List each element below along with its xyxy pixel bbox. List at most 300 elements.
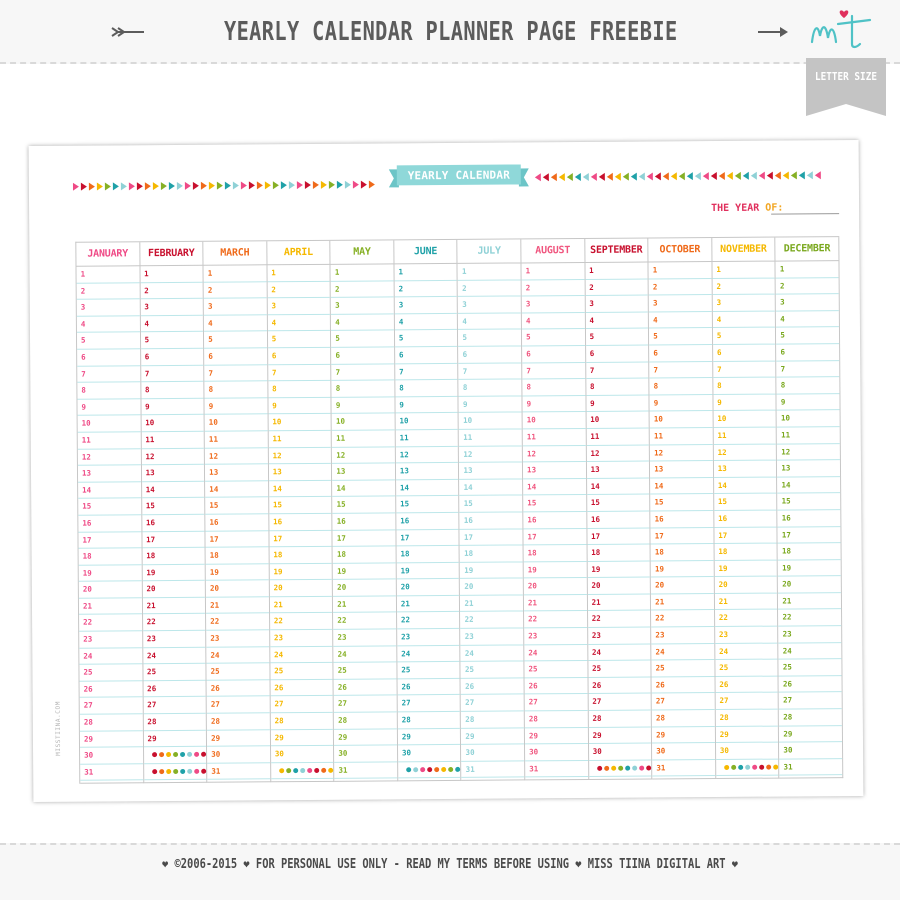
day-row[interactable]: 16 <box>587 511 650 528</box>
day-row[interactable]: 29 <box>207 730 270 747</box>
day-row[interactable]: 18 <box>269 547 332 564</box>
day-row[interactable]: 25 <box>779 659 842 676</box>
day-row[interactable]: 2 <box>522 280 585 297</box>
day-row[interactable]: 20 <box>460 579 523 596</box>
day-row[interactable]: 28 <box>525 711 588 728</box>
day-row[interactable]: 23 <box>270 630 333 647</box>
day-row[interactable]: 26 <box>143 681 206 698</box>
day-row[interactable]: 6 <box>459 346 522 363</box>
day-row[interactable]: 21 <box>588 594 651 611</box>
day-row[interactable]: 10 <box>586 412 649 429</box>
day-row[interactable]: 26 <box>461 678 524 695</box>
day-row[interactable]: 1 <box>585 263 648 280</box>
day-row[interactable]: 1 <box>76 266 139 283</box>
day-row[interactable]: 4 <box>522 313 585 330</box>
day-row[interactable]: 23 <box>461 629 524 646</box>
day-row[interactable]: 31 <box>652 760 715 777</box>
day-row[interactable]: 19 <box>142 564 205 581</box>
day-row[interactable]: 7 <box>268 364 331 381</box>
day-row[interactable]: 16 <box>205 514 268 531</box>
day-row[interactable]: 9 <box>523 396 586 413</box>
day-row[interactable]: 13 <box>78 465 141 482</box>
day-row[interactable]: 1 <box>649 262 712 279</box>
day-row[interactable]: 24 <box>715 643 778 660</box>
day-row[interactable]: 19 <box>397 563 460 580</box>
day-row[interactable]: 9 <box>332 397 395 414</box>
day-row[interactable]: 15 <box>269 497 332 514</box>
day-row[interactable]: 23 <box>397 629 460 646</box>
day-row[interactable]: 29 <box>779 726 842 743</box>
day-row[interactable]: 15 <box>78 499 141 516</box>
day-row[interactable]: 14 <box>714 477 777 494</box>
day-row[interactable]: 22 <box>588 611 651 628</box>
day-row[interactable]: 10 <box>459 413 522 430</box>
day-row[interactable]: 15 <box>778 493 841 510</box>
day-row[interactable]: 30 <box>271 746 334 763</box>
day-row[interactable]: 11 <box>650 428 713 445</box>
day-row[interactable]: 17 <box>778 527 841 544</box>
day-row[interactable]: 25 <box>79 664 142 681</box>
day-row[interactable]: 4 <box>204 315 267 332</box>
day-row[interactable]: 19 <box>524 562 587 579</box>
day-row[interactable]: 3 <box>585 296 648 313</box>
day-row[interactable]: 18 <box>778 543 841 560</box>
day-row[interactable]: 16 <box>396 513 459 530</box>
day-row[interactable]: 4 <box>77 316 140 333</box>
day-row[interactable]: 13 <box>523 462 586 479</box>
day-row[interactable]: 15 <box>587 495 650 512</box>
day-row[interactable]: 29 <box>461 728 524 745</box>
day-row[interactable]: 25 <box>524 661 587 678</box>
day-row[interactable]: 15 <box>460 496 523 513</box>
day-row[interactable]: 12 <box>205 448 268 465</box>
day-row[interactable]: 24 <box>461 645 524 662</box>
day-row[interactable]: 6 <box>268 348 331 365</box>
day-row[interactable]: 4 <box>458 313 521 330</box>
day-row[interactable]: 26 <box>397 679 460 696</box>
day-row[interactable]: 13 <box>269 464 332 481</box>
day-row[interactable]: 17 <box>333 530 396 547</box>
day-row[interactable]: 31 <box>462 761 525 778</box>
day-row[interactable]: 1 <box>267 265 330 282</box>
day-row[interactable]: 3 <box>267 298 330 315</box>
day-row[interactable]: 29 <box>525 728 588 745</box>
day-row[interactable]: 6 <box>522 346 585 363</box>
day-row[interactable]: 8 <box>77 382 140 399</box>
day-row[interactable]: 26 <box>207 680 270 697</box>
day-row[interactable]: 5 <box>204 332 267 349</box>
day-row[interactable]: 18 <box>651 544 714 561</box>
day-row[interactable]: 5 <box>268 331 331 348</box>
day-row[interactable]: 29 <box>716 726 779 743</box>
day-row[interactable]: 9 <box>77 399 140 416</box>
day-row[interactable]: 17 <box>714 527 777 544</box>
day-row[interactable]: 8 <box>522 379 585 396</box>
day-row[interactable]: 10 <box>78 416 141 433</box>
day-row[interactable]: 7 <box>777 361 840 378</box>
day-row[interactable]: 18 <box>142 548 205 565</box>
day-row[interactable]: 3 <box>204 298 267 315</box>
day-row[interactable]: 22 <box>397 612 460 629</box>
day-row[interactable]: 7 <box>204 365 267 382</box>
day-row[interactable]: 15 <box>396 496 459 513</box>
day-row[interactable]: 5 <box>458 330 521 347</box>
day-row[interactable]: 31 <box>525 761 588 778</box>
day-row[interactable]: 14 <box>523 479 586 496</box>
day-row[interactable]: 16 <box>269 514 332 531</box>
day-row[interactable]: 4 <box>776 311 839 328</box>
day-row[interactable]: 27 <box>334 696 397 713</box>
day-row[interactable]: 2 <box>204 282 267 299</box>
day-row[interactable]: 5 <box>586 329 649 346</box>
day-row[interactable]: 17 <box>142 531 205 548</box>
day-row[interactable]: 30 <box>589 744 652 761</box>
day-row[interactable]: 22 <box>461 612 524 629</box>
day-row[interactable]: 6 <box>331 347 394 364</box>
day-row[interactable]: 20 <box>79 582 142 599</box>
day-row[interactable]: 2 <box>776 278 839 295</box>
day-row[interactable]: 13 <box>396 463 459 480</box>
day-row[interactable]: 30 <box>80 747 143 764</box>
day-row[interactable]: 31 <box>207 763 270 780</box>
day-row[interactable]: 19 <box>587 561 650 578</box>
day-row[interactable]: 17 <box>587 528 650 545</box>
day-row[interactable]: 11 <box>459 429 522 446</box>
day-row[interactable]: 28 <box>398 712 461 729</box>
day-row[interactable]: 9 <box>650 395 713 412</box>
day-row[interactable]: 15 <box>333 497 396 514</box>
day-row[interactable]: 5 <box>331 331 394 348</box>
day-row[interactable]: 13 <box>714 461 777 478</box>
day-row[interactable]: 20 <box>333 580 396 597</box>
day-row[interactable]: 7 <box>395 363 458 380</box>
day-row[interactable]: 23 <box>333 629 396 646</box>
day-row[interactable]: 19 <box>714 560 777 577</box>
day-row[interactable]: 8 <box>777 377 840 394</box>
day-row[interactable]: 5 <box>395 330 458 347</box>
day-row[interactable]: 25 <box>397 662 460 679</box>
day-row[interactable]: 25 <box>207 664 270 681</box>
day-row[interactable]: 20 <box>587 578 650 595</box>
day-row[interactable]: 4 <box>713 311 776 328</box>
day-row[interactable]: 25 <box>652 660 715 677</box>
day-row[interactable]: 31 <box>779 759 842 776</box>
day-row[interactable]: 19 <box>206 564 269 581</box>
day-row[interactable]: 12 <box>586 445 649 462</box>
day-row[interactable]: 22 <box>524 611 587 628</box>
day-row[interactable]: 18 <box>714 544 777 561</box>
day-row[interactable]: 9 <box>395 397 458 414</box>
day-row[interactable]: 25 <box>715 660 778 677</box>
day-row[interactable]: 8 <box>332 381 395 398</box>
day-row[interactable]: 13 <box>587 462 650 479</box>
day-row[interactable]: 15 <box>650 494 713 511</box>
day-row[interactable]: 18 <box>396 546 459 563</box>
day-row[interactable]: 28 <box>80 714 143 731</box>
day-row[interactable]: 2 <box>712 278 775 295</box>
day-row[interactable]: 20 <box>270 580 333 597</box>
day-row[interactable]: 6 <box>776 344 839 361</box>
day-row[interactable]: 21 <box>651 594 714 611</box>
day-row[interactable]: 6 <box>141 349 204 366</box>
day-row[interactable]: 22 <box>270 613 333 630</box>
day-row[interactable]: 23 <box>651 627 714 644</box>
day-row[interactable]: 5 <box>649 328 712 345</box>
day-row[interactable]: 14 <box>587 478 650 495</box>
day-row[interactable]: 21 <box>206 597 269 614</box>
day-row[interactable]: 1 <box>712 262 775 279</box>
day-row[interactable]: 7 <box>332 364 395 381</box>
day-row[interactable]: 28 <box>207 713 270 730</box>
day-row[interactable]: 24 <box>270 646 333 663</box>
day-row[interactable]: 13 <box>205 464 268 481</box>
day-row[interactable]: 9 <box>268 398 331 415</box>
day-row[interactable]: 12 <box>650 445 713 462</box>
day-row[interactable]: 24 <box>397 646 460 663</box>
day-row[interactable]: 23 <box>206 630 269 647</box>
day-row[interactable]: 10 <box>395 413 458 430</box>
day-row[interactable]: 27 <box>270 696 333 713</box>
day-row[interactable]: 21 <box>143 598 206 615</box>
day-row[interactable]: 5 <box>77 333 140 350</box>
day-row[interactable]: 2 <box>585 279 648 296</box>
day-row[interactable]: 22 <box>143 614 206 631</box>
day-row[interactable]: 4 <box>140 316 203 333</box>
day-row[interactable]: 31 <box>334 762 397 779</box>
day-row[interactable]: 15 <box>523 495 586 512</box>
day-row[interactable]: 14 <box>332 480 395 497</box>
day-row[interactable]: 22 <box>651 611 714 628</box>
day-row[interactable]: 30 <box>461 745 524 762</box>
day-row[interactable]: 11 <box>713 428 776 445</box>
day-row[interactable]: 4 <box>649 312 712 329</box>
day-row[interactable]: 8 <box>204 381 267 398</box>
day-row[interactable]: 11 <box>523 429 586 446</box>
day-row[interactable]: 8 <box>713 378 776 395</box>
day-row[interactable]: 5 <box>141 332 204 349</box>
day-row[interactable]: 22 <box>333 613 396 630</box>
day-row[interactable]: 30 <box>334 746 397 763</box>
day-row[interactable]: 11 <box>396 430 459 447</box>
day-row[interactable]: 10 <box>777 410 840 427</box>
day-row[interactable]: 22 <box>206 614 269 631</box>
day-row[interactable]: 13 <box>777 460 840 477</box>
day-row[interactable]: 15 <box>205 498 268 515</box>
day-row[interactable]: 2 <box>331 281 394 298</box>
day-row[interactable]: 26 <box>588 677 651 694</box>
day-row[interactable]: 14 <box>205 481 268 498</box>
day-row[interactable]: 1 <box>204 265 267 282</box>
day-row[interactable]: 20 <box>651 577 714 594</box>
day-row[interactable]: 14 <box>142 481 205 498</box>
day-row[interactable]: 30 <box>716 743 779 760</box>
day-row[interactable]: 30 <box>525 744 588 761</box>
day-row[interactable]: 1 <box>394 264 457 281</box>
day-row[interactable]: 13 <box>142 465 205 482</box>
day-row[interactable]: 20 <box>142 581 205 598</box>
day-row[interactable]: 30 <box>398 745 461 762</box>
day-row[interactable]: 28 <box>779 709 842 726</box>
day-row[interactable]: 27 <box>715 693 778 710</box>
day-row[interactable]: 3 <box>649 295 712 312</box>
day-row[interactable]: 9 <box>141 399 204 416</box>
day-row[interactable]: 4 <box>268 315 331 332</box>
day-row[interactable]: 19 <box>778 560 841 577</box>
day-row[interactable]: 28 <box>461 711 524 728</box>
day-row[interactable]: 24 <box>143 647 206 664</box>
day-row[interactable]: 28 <box>334 712 397 729</box>
day-row[interactable]: 7 <box>522 363 585 380</box>
day-row[interactable]: 11 <box>777 427 840 444</box>
day-row[interactable]: 21 <box>778 593 841 610</box>
day-row[interactable]: 24 <box>79 648 142 665</box>
day-row[interactable]: 19 <box>79 565 142 582</box>
day-row[interactable]: 22 <box>79 615 142 632</box>
day-row[interactable]: 21 <box>524 595 587 612</box>
day-row[interactable]: 6 <box>204 348 267 365</box>
day-row[interactable]: 10 <box>650 411 713 428</box>
day-row[interactable]: 6 <box>713 345 776 362</box>
day-row[interactable]: 3 <box>331 298 394 315</box>
day-row[interactable]: 18 <box>79 548 142 565</box>
day-row[interactable]: 1 <box>776 261 839 278</box>
day-row[interactable]: 18 <box>524 545 587 562</box>
day-row[interactable]: 4 <box>585 312 648 329</box>
day-row[interactable]: 26 <box>715 676 778 693</box>
day-row[interactable]: 4 <box>331 314 394 331</box>
day-row[interactable]: 16 <box>523 512 586 529</box>
day-row[interactable]: 23 <box>79 631 142 648</box>
day-row[interactable]: 11 <box>268 431 331 448</box>
day-row[interactable]: 21 <box>79 598 142 615</box>
day-row[interactable]: 27 <box>398 695 461 712</box>
day-row[interactable]: 26 <box>334 679 397 696</box>
day-row[interactable]: 5 <box>522 329 585 346</box>
day-row[interactable]: 21 <box>270 597 333 614</box>
day-row[interactable]: 27 <box>779 693 842 710</box>
day-row[interactable]: 3 <box>77 299 140 316</box>
day-row[interactable]: 1 <box>140 266 203 283</box>
day-row[interactable]: 2 <box>649 279 712 296</box>
day-row[interactable]: 7 <box>586 362 649 379</box>
day-row[interactable]: 29 <box>143 730 206 747</box>
day-row[interactable]: 3 <box>458 297 521 314</box>
day-row[interactable]: 30 <box>207 747 270 764</box>
day-row[interactable]: 9 <box>459 396 522 413</box>
day-row[interactable]: 12 <box>332 447 395 464</box>
day-row[interactable]: 3 <box>140 299 203 316</box>
day-row[interactable]: 1 <box>458 263 521 280</box>
day-row[interactable]: 29 <box>398 729 461 746</box>
day-row[interactable]: 20 <box>715 577 778 594</box>
day-row[interactable]: 24 <box>651 644 714 661</box>
day-row[interactable]: 29 <box>334 729 397 746</box>
day-row[interactable]: 28 <box>143 714 206 731</box>
day-row[interactable]: 12 <box>523 446 586 463</box>
day-row[interactable]: 25 <box>461 662 524 679</box>
day-row[interactable]: 17 <box>78 532 141 549</box>
day-row[interactable]: 23 <box>524 628 587 645</box>
day-row[interactable]: 7 <box>459 363 522 380</box>
day-row[interactable]: 26 <box>779 676 842 693</box>
year-input-line[interactable] <box>771 213 839 214</box>
day-row[interactable]: 2 <box>77 283 140 300</box>
day-row[interactable]: 11 <box>78 432 141 449</box>
day-row[interactable]: 25 <box>143 664 206 681</box>
day-row[interactable]: 8 <box>586 379 649 396</box>
day-row[interactable]: 18 <box>587 545 650 562</box>
day-row[interactable]: 10 <box>523 412 586 429</box>
day-row[interactable]: 17 <box>523 528 586 545</box>
day-row[interactable]: 22 <box>778 610 841 627</box>
day-row[interactable]: 9 <box>777 394 840 411</box>
day-row[interactable]: 2 <box>267 281 330 298</box>
day-row[interactable]: 26 <box>652 677 715 694</box>
day-row[interactable]: 18 <box>333 546 396 563</box>
day-row[interactable]: 16 <box>460 512 523 529</box>
day-row[interactable]: 10 <box>332 414 395 431</box>
day-row[interactable]: 24 <box>588 644 651 661</box>
day-row[interactable]: 26 <box>270 680 333 697</box>
day-row[interactable]: 23 <box>588 628 651 645</box>
day-row[interactable]: 27 <box>80 698 143 715</box>
day-row[interactable]: 12 <box>714 444 777 461</box>
day-row[interactable]: 15 <box>714 494 777 511</box>
day-row[interactable]: 10 <box>141 415 204 432</box>
day-row[interactable]: 25 <box>588 661 651 678</box>
day-row[interactable]: 18 <box>460 546 523 563</box>
day-row[interactable]: 9 <box>586 395 649 412</box>
day-row[interactable]: 24 <box>206 647 269 664</box>
day-row[interactable]: 22 <box>715 610 778 627</box>
day-row[interactable]: 1 <box>331 264 394 281</box>
day-row[interactable]: 12 <box>459 446 522 463</box>
day-row[interactable]: 14 <box>460 479 523 496</box>
day-row[interactable]: 14 <box>396 480 459 497</box>
day-row[interactable]: 17 <box>651 528 714 545</box>
day-row[interactable]: 17 <box>206 531 269 548</box>
day-row[interactable]: 16 <box>142 515 205 532</box>
day-row[interactable]: 11 <box>205 431 268 448</box>
day-row[interactable]: 16 <box>778 510 841 527</box>
day-row[interactable]: 6 <box>395 347 458 364</box>
day-row[interactable]: 11 <box>141 432 204 449</box>
day-row[interactable]: 3 <box>776 294 839 311</box>
day-row[interactable]: 2 <box>140 282 203 299</box>
day-row[interactable]: 30 <box>652 743 715 760</box>
day-row[interactable]: 5 <box>776 327 839 344</box>
day-row[interactable]: 24 <box>334 646 397 663</box>
day-row[interactable]: 21 <box>460 595 523 612</box>
day-row[interactable]: 16 <box>78 515 141 532</box>
day-row[interactable]: 27 <box>588 694 651 711</box>
day-row[interactable]: 12 <box>141 448 204 465</box>
day-row[interactable]: 7 <box>141 365 204 382</box>
day-row[interactable]: 6 <box>586 345 649 362</box>
day-row[interactable]: 27 <box>652 693 715 710</box>
day-row[interactable]: 12 <box>78 449 141 466</box>
day-row[interactable]: 16 <box>714 510 777 527</box>
day-row[interactable]: 12 <box>396 446 459 463</box>
day-row[interactable]: 23 <box>143 631 206 648</box>
day-row[interactable]: 16 <box>333 513 396 530</box>
day-row[interactable]: 20 <box>397 579 460 596</box>
day-row[interactable]: 12 <box>777 444 840 461</box>
day-row[interactable]: 17 <box>460 529 523 546</box>
day-row[interactable]: 3 <box>395 297 458 314</box>
day-row[interactable]: 27 <box>525 694 588 711</box>
day-row[interactable]: 4 <box>395 314 458 331</box>
